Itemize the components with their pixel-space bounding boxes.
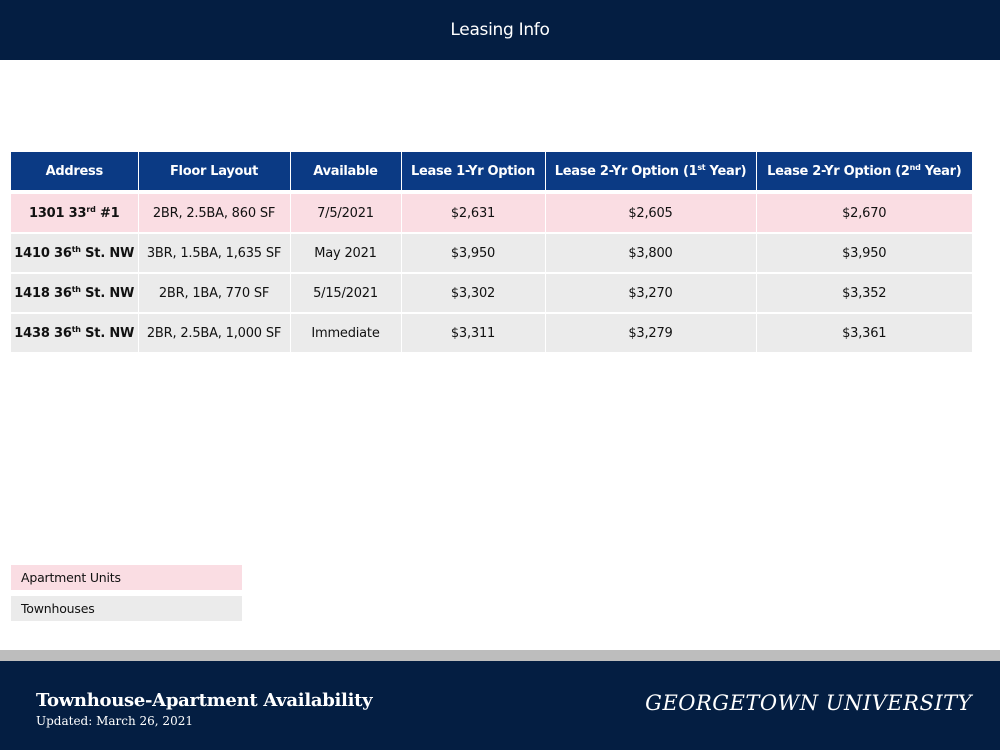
legend-apartment-units — [11, 565, 242, 590]
cell-available: 5/15/2021 — [290, 273, 401, 313]
cell-floor-layout: 2BR, 2.5BA, 860 SF — [138, 192, 290, 233]
column-header-lease-2yr-2nd: Lease 2-Yr Option (2nd Year) — [756, 152, 972, 192]
table-row — [11, 313, 972, 352]
cell-lease-1yr: $2,631 — [401, 192, 545, 233]
cell-available: 7/5/2021 — [290, 192, 401, 233]
cell-address: 1410 36th St. NW — [11, 233, 138, 273]
legend-label: Apartment Units — [21, 570, 121, 585]
table-row — [11, 233, 972, 273]
table-row — [11, 192, 972, 233]
cell-available: Immediate — [290, 313, 401, 352]
footer-updated-date: Updated: March 26, 2021 — [36, 714, 193, 728]
table-header-row — [11, 152, 972, 192]
cell-lease-2yr-1st: $2,605 — [545, 192, 756, 233]
header-bar — [0, 0, 1000, 60]
column-header-address: Address — [11, 152, 138, 192]
cell-lease-2yr-2nd: $3,361 — [756, 313, 972, 352]
cell-floor-layout: 2BR, 2.5BA, 1,000 SF — [138, 313, 290, 352]
legend-townhouses — [11, 596, 242, 621]
page-title: Leasing Info — [450, 20, 550, 40]
cell-lease-2yr-2nd: $2,670 — [756, 192, 972, 233]
footer-title: Townhouse-Apartment Availability — [36, 690, 373, 711]
leasing-table — [11, 152, 972, 352]
column-header-lease-2yr-1st: Lease 2-Yr Option (1st Year) — [545, 152, 756, 192]
cell-floor-layout: 3BR, 1.5BA, 1,635 SF — [138, 233, 290, 273]
leasing-table-container — [11, 152, 972, 352]
cell-lease-2yr-2nd: $3,950 — [756, 233, 972, 273]
cell-lease-1yr: $3,311 — [401, 313, 545, 352]
cell-address: 1418 36th St. NW — [11, 273, 138, 313]
column-header-available: Available — [290, 152, 401, 192]
cell-address: 1301 33rd #1 — [11, 192, 138, 233]
footer-divider — [0, 650, 1000, 661]
table-row — [11, 273, 972, 313]
georgetown-logo: GEORGETOWN UNIVERSITY — [645, 691, 972, 715]
cell-lease-1yr: $3,302 — [401, 273, 545, 313]
column-header-lease-1yr: Lease 1-Yr Option — [401, 152, 545, 192]
cell-address: 1438 36th St. NW — [11, 313, 138, 352]
legend-label: Townhouses — [21, 601, 95, 616]
column-header-floor-layout: Floor Layout — [138, 152, 290, 192]
cell-lease-2yr-1st: $3,270 — [545, 273, 756, 313]
cell-lease-2yr-1st: $3,279 — [545, 313, 756, 352]
cell-available: May 2021 — [290, 233, 401, 273]
cell-lease-1yr: $3,950 — [401, 233, 545, 273]
footer-bar — [0, 661, 1000, 750]
cell-lease-2yr-1st: $3,800 — [545, 233, 756, 273]
cell-floor-layout: 2BR, 1BA, 770 SF — [138, 273, 290, 313]
cell-lease-2yr-2nd: $3,352 — [756, 273, 972, 313]
